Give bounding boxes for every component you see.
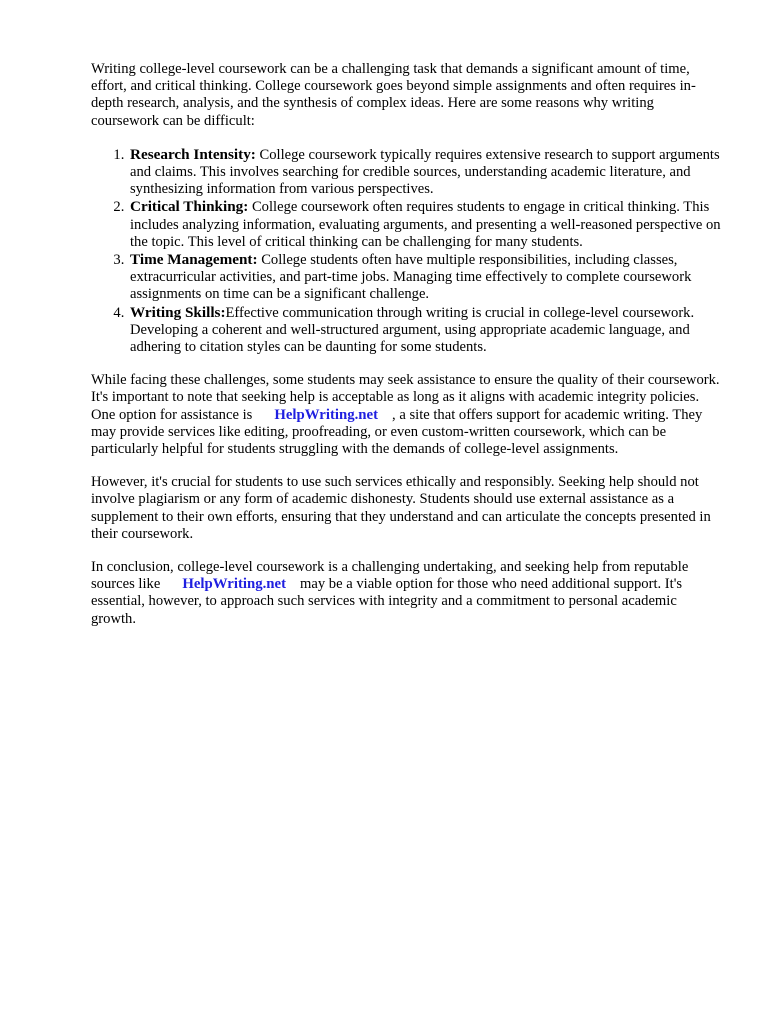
ethics-paragraph: However, it's crucial for students to use such services ethically and responsibly. Seeking help should not involve plagiarism or any form of academic dishonesty. Students should use external assistance as a supplement to their own efforts, ensuring that they understand and can articulate the concepts presented in their coursework. — [91, 474, 711, 542]
intro-paragraph: Writing college-level coursework can be a challenging task that demands a significant amount of time, effort, and critical thinking. College coursework goes beyond simple assignments and often requires in-depth research, analysis, and the synthesis of complex ideas. Here are some reasons why writing coursework can be difficult: — [91, 61, 696, 129]
list-item-text: College coursework typically requires extensive research to support arguments and claims. This involves searching for credible sources, understanding academic literature, and synthesizing information from various perspectives. — [130, 146, 720, 198]
list-item-text: College students often have multiple responsibilities, including classes, extracurricular activities, and part-time jobs. Managing time effectively to complete coursework assignments on time can be a significant challenge. — [130, 252, 692, 303]
list-item-text: Effective communication through writing is crucial in college-level coursework. Developing a coherent and well-structured argument, using appropriate academic language, and adhering to citation styles can be daunting for some students. — [130, 304, 695, 356]
list-item-time-management — [128, 251, 721, 304]
assistance-text-after: , a site that offers support for academic writing. They may provide services like editing, proofreading, or even custom-written coursework, which can be particularly helpful for students struggling with the demands of college-level assignments. — [91, 406, 703, 458]
list-item-term: Research Intensity: — [130, 145, 256, 163]
assistance-text-before: While facing these challenges, some students may seek assistance to ensure the quality of their coursework. It's important to note that seeking help is acceptable as long as it aligns with academic integrity policies. One option for assistance is — [91, 372, 720, 423]
list-item-research-intensity — [128, 146, 721, 199]
list-item-critical-thinking — [128, 198, 721, 251]
list-item-term: Writing Skills: — [130, 303, 226, 321]
document-page — [91, 61, 721, 644]
list-item-term: Time Management: — [130, 251, 258, 269]
assistance-paragraph — [91, 372, 721, 458]
list-item-term: Critical Thinking: — [130, 198, 249, 216]
conclusion-text-after: may be a viable option for those who need additional support. It's essential, however, to approach such services with integrity and a commitment to personal academic growth. — [91, 576, 683, 627]
list-item-writing-skills — [128, 304, 721, 357]
helpwriting-link[interactable]: HelpWriting.net — [274, 406, 379, 423]
conclusion-paragraph — [91, 559, 721, 628]
conclusion-text-before: In conclusion, college-level coursework is a challenging undertaking, and seeking help from reputable sources like — [91, 559, 689, 593]
reasons-list — [91, 146, 721, 356]
list-item-text: College coursework often requires students to engage in critical thinking. This includes analyzing information, evaluating arguments, and presenting a well-reasoned perspective on the topic. This level of critical thinking can be challenging for many students. — [130, 199, 721, 250]
helpwriting-link-conclusion[interactable]: HelpWriting.net — [182, 576, 287, 593]
